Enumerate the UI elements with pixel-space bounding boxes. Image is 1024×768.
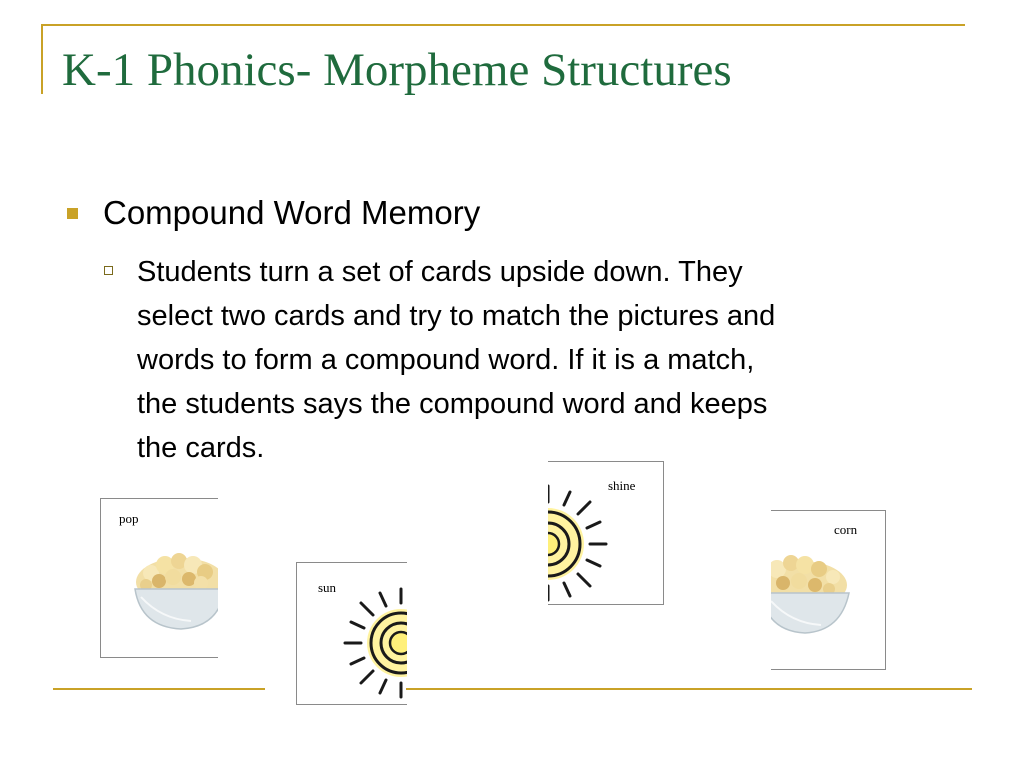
card-sun (296, 562, 407, 705)
card-shine (548, 461, 664, 605)
card-label-sun: sun (318, 580, 337, 595)
popcorn-bowl-icon (101, 527, 218, 657)
frame-left-line (41, 24, 43, 94)
card-corn (771, 510, 886, 670)
card-label-pop: pop (119, 511, 139, 526)
popcorn-bowl-icon (771, 539, 886, 669)
frame-bottom-line-right (406, 688, 972, 690)
hollow-square-bullet-icon (104, 266, 113, 275)
card-label-corn: corn (834, 522, 858, 537)
card-label-shine: shine (608, 478, 636, 493)
square-bullet-icon (67, 208, 78, 219)
bullet-text: Compound Word Memory (103, 194, 481, 231)
sun-icon (297, 585, 407, 705)
slide-title: K-1 Phonics- Morpheme Structures (62, 44, 732, 96)
sun-icon (548, 472, 664, 602)
card-pop (100, 498, 218, 658)
frame-bottom-line-left (53, 688, 265, 690)
sub-bullet-text: Students turn a set of cards upside down. They select two cards and try to match the pictures and words to form a compound word. If it is a match, the students says the compound word and keeps the cards. (137, 256, 776, 464)
frame-top-line (41, 24, 965, 26)
